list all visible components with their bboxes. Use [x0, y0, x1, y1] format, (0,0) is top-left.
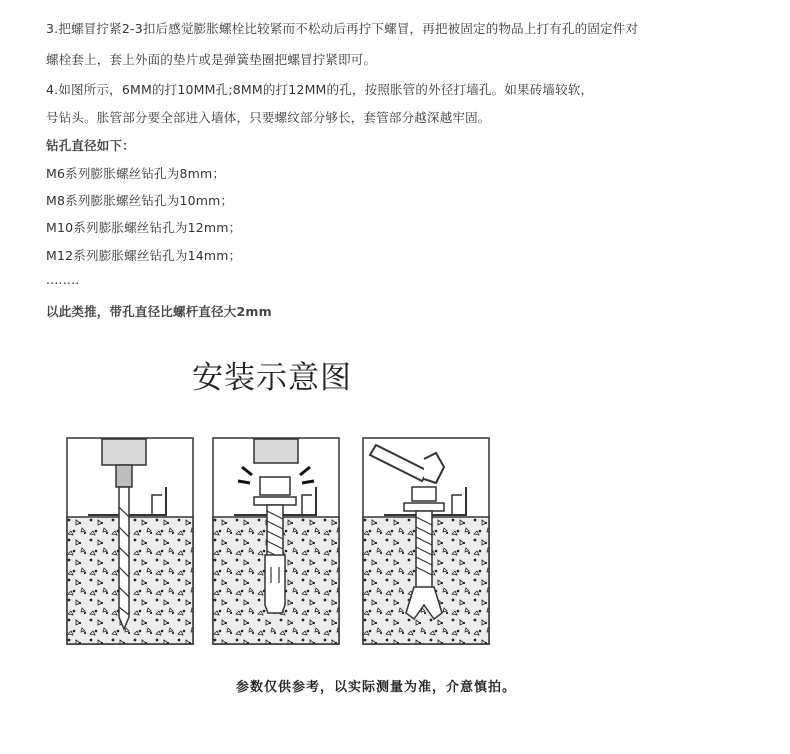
diagram-title: 安装示意图 [192, 360, 352, 396]
ellipsis: ........ [46, 272, 80, 287]
spec-m12: M12系列膨胀螺丝钻孔为14mm； [46, 248, 242, 263]
hammer-step-illustration [212, 437, 340, 645]
disclaimer-footer: 参数仅供参考，以实际测量为准，介意慎拍。 [236, 680, 517, 695]
drill-step-panel [66, 437, 194, 645]
instruction-line-4-cont: 号钻头。胀管部分要全部进入墙体，只要螺纹部分够长，套管部分越深越牢固。 [46, 110, 491, 125]
hammer-step-panel [212, 437, 340, 645]
drill-step-illustration [66, 437, 194, 645]
wrench-step-illustration [362, 437, 490, 645]
spec-m6: M6系列膨胀螺丝钻孔为8mm； [46, 166, 226, 181]
spec-m10: M10系列膨胀螺丝钻孔为12mm； [46, 220, 242, 235]
wrench-step-panel [362, 437, 490, 645]
instruction-line-4: 4.如图所示，6MM的打10MM孔;8MM的打12MM的孔，按照胀管的外径打墙孔。如果砖墙较软， [46, 82, 594, 97]
instruction-line-3: 3.把螺冒拧紧2-3扣后感觉膨胀螺栓比较紧而不松动后再拧下螺冒，再把被固定的物品上打有孔的固定件对 [46, 21, 639, 36]
spec-m8: M8系列膨胀螺丝钻孔为10mm； [46, 193, 234, 208]
drill-diameter-heading: 钻孔直径如下： [46, 138, 135, 153]
instruction-line-3-cont: 螺栓套上，套上外面的垫片或是弹簧垫圈把螺冒拧紧即可。 [46, 52, 377, 67]
rule-summary: 以此类推，带孔直径比螺杆直径大2mm [46, 304, 272, 319]
